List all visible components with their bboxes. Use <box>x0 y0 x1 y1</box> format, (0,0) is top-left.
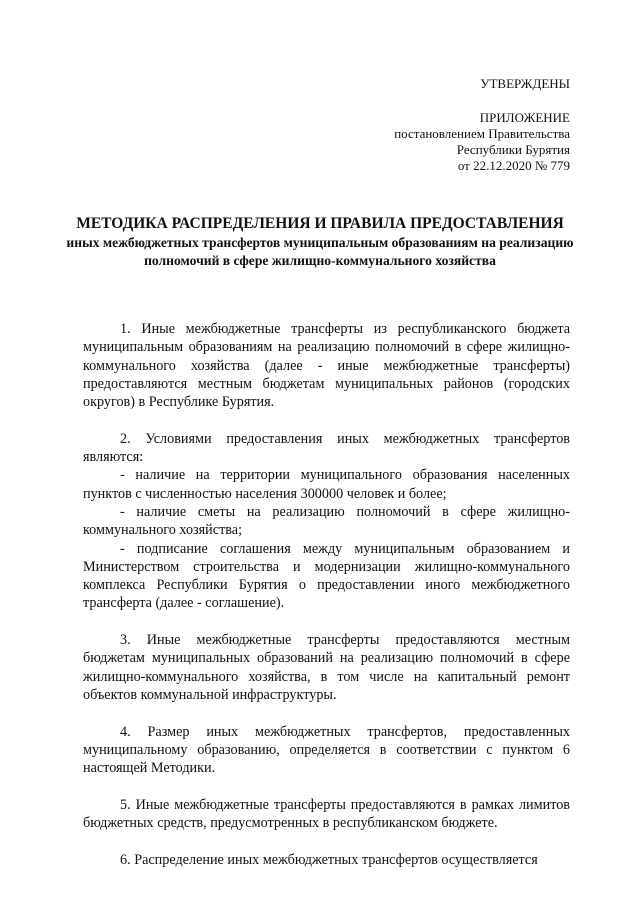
paragraph-4: 4. Размер иных межбюджетных трансфертов, предоставленных муниципальному образованию, определяется в соответствии с пунктом 6 настоящей Методики. <box>83 723 570 777</box>
paragraph-1: 1. Иные межбюджетные трансферты из республиканского бюджета муниципальным образованиям на реализацию полномочий в сфере жилищно-коммунального хозяйства (далее - иные межбюджетные трансферты) предоставляются местным бюджетам муниципальных районов (городских округов) в Республике Бурятия. <box>83 321 570 411</box>
government-line: Республики Бурятия <box>456 142 570 157</box>
paragraph-5: 5. Иные межбюджетные трансферты предоставляются в рамках лимитов бюджетных средств, предусмотренных в республиканском бюджете. <box>83 796 570 832</box>
appendix-label: ПРИЛОЖЕНИЕ <box>479 110 570 125</box>
paragraph-2-item-b: - наличие сметы на реализацию полномочий в сфере жилищно-коммунального хозяйства; <box>83 503 570 539</box>
paragraph-2: 2. Условиями предоставления иных межбюджетных трансфертов являются: <box>83 430 570 466</box>
title-sub: иных межбюджетных трансфертов муниципальным образованиям на реализацию полномочий в сфере жилищно-коммунального хозяйства <box>66 235 574 268</box>
approval-header <box>394 76 570 174</box>
resolution-line: постановлением Правительства <box>394 126 570 141</box>
document-body <box>83 320 570 887</box>
approved-label: УТВЕРЖДЕНЫ <box>480 76 570 91</box>
title-main: МЕТОДИКА РАСПРЕДЕЛЕНИЯ И ПРАВИЛА ПРЕДОСТАВЛЕНИЯ <box>76 215 564 232</box>
paragraph-6: 6. Распределение иных межбюджетных трансфертов осуществляется <box>120 851 538 868</box>
document-title <box>60 214 580 270</box>
paragraph-2-item-c: - подписание соглашения между муниципальным образованием и Министерством строительства и модернизации жилищно-коммунального комплекса Республики Бурятия о предоставлении иного межбюджетного трансферта (далее - соглашение). <box>83 540 570 612</box>
paragraph-3: 3. Иные межбюджетные трансферты предоставляются местным бюджетам муниципальных образований на реализацию полномочий в сфере жилищно-коммунального хозяйства, в том числе на капитальный ремонт объектов коммунальной инфраструктуры. <box>83 632 570 703</box>
paragraph-2-item-a: - наличие на территории муниципального образования населенных пунктов с численностью населения 300000 человек и более; <box>83 467 570 502</box>
resolution-date-number: от 22.12.2020 № 779 <box>457 158 570 173</box>
